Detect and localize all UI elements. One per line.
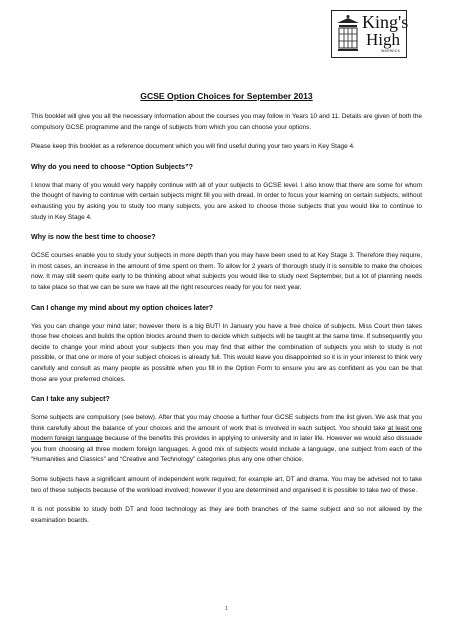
paragraph-why-choose: I know that many of you would very happily continue with all of your subjects to GCSE level. I also know that there are some for whom the thought of having to continue with certain subjects might fill you with dread. In order to focus your learning on certain subjects, without exhausting you by asking you to study too many subjects, you are asked to choose those subjects that you would like to continue to study in Key Stage 4.	[31, 181, 422, 221]
logo-word-kings: King's	[362, 12, 409, 32]
text-span: because of the benefits this provides in applying to university and in later life. However we would also dissuade you from choosing all three modern foreign languages. A good mix of subjects would include a language, one subject from each of the “Humanities and Classics” and “Creative and Technology” categories plus any one other choice.	[31, 435, 422, 464]
school-logo	[331, 10, 407, 58]
logo-word-warwick: WARWICK	[381, 49, 401, 53]
intro-paragraph-1: This booklet will give you all the necessary information about the courses you may follow in Years 10 and 11. Details are given of both the compulsory GCSE programme and the range of subjects from which you can choose your options.	[31, 113, 422, 131]
intro-paragraph-2: Please keep this booklet as a reference document which you will find useful during your two years in Key Stage 4.	[31, 143, 355, 151]
heading-best-time: Why is now the best time to choose?	[31, 233, 156, 242]
paragraph-dt-food: It is not possible to study both DT and food technology as they are both branches of the same subject and so not allowed by the examination boards.	[31, 506, 422, 524]
heading-why-choose: Why do you need to choose “Option Subjects”?	[31, 162, 193, 171]
logo-word-high: High	[366, 30, 400, 49]
crest-icon	[335, 14, 361, 54]
page-title: GCSE Option Choices for September 2013	[140, 91, 313, 101]
paragraph-any-subject	[31, 413, 422, 466]
page-number: 1	[225, 606, 228, 612]
paragraph-change-mind: Yes you can change your mind later; however there is a big BUT! In January you have a free choice of subjects. Miss Court then takes those free choices and builds the option blocks around them to decide which subjects will be taught at the same time. If subsequently you decide to change your mind about your subjects then you may find that either the combination of subjects you wish to study is not possible, or that one or more of your subject choices is already full. This would leave you disappointed so it is in your interest to think very carefully and consult as many people as possible when you fill in the Option Form to ensure you are as confident as you can be that those are your preferred choices.	[31, 322, 422, 383]
heading-any-subject: Can I take any subject?	[31, 395, 110, 404]
paragraph-best-time: GCSE courses enable you to study your subjects in more depth than you may have been used to at Key Stage 3. Therefore they require, in most cases, an increase in the amount of time spent on them. To allow for 2 years of thorough study it is sensible to make the choices now. It may still seem quite early to be thinking about what subjects you would like to study next September, but a lot of planning needs to take place so that we can be sure we have all the right resources ready for you for next year.	[31, 252, 422, 291]
heading-change-mind: Can I change my mind about my option choices later?	[31, 303, 214, 312]
paragraph-workload: Some subjects have a significant amount of independent work required; for example art, DT and drama. You may be advised not to take two of these subjects because of the workload involved; however if you are determined and organised it is possible to take two of these.	[31, 476, 422, 494]
text-span: Some subjects are compulsory (see below). After that you may choose a further four GCSE subjects from the list given. We ask that you think carefully about the balance of your choices and the amount of work that is involved in each subject. You should take	[31, 414, 422, 432]
underlined-text: at least one modern foreign language	[31, 424, 422, 443]
document-body	[31, 91, 422, 535]
